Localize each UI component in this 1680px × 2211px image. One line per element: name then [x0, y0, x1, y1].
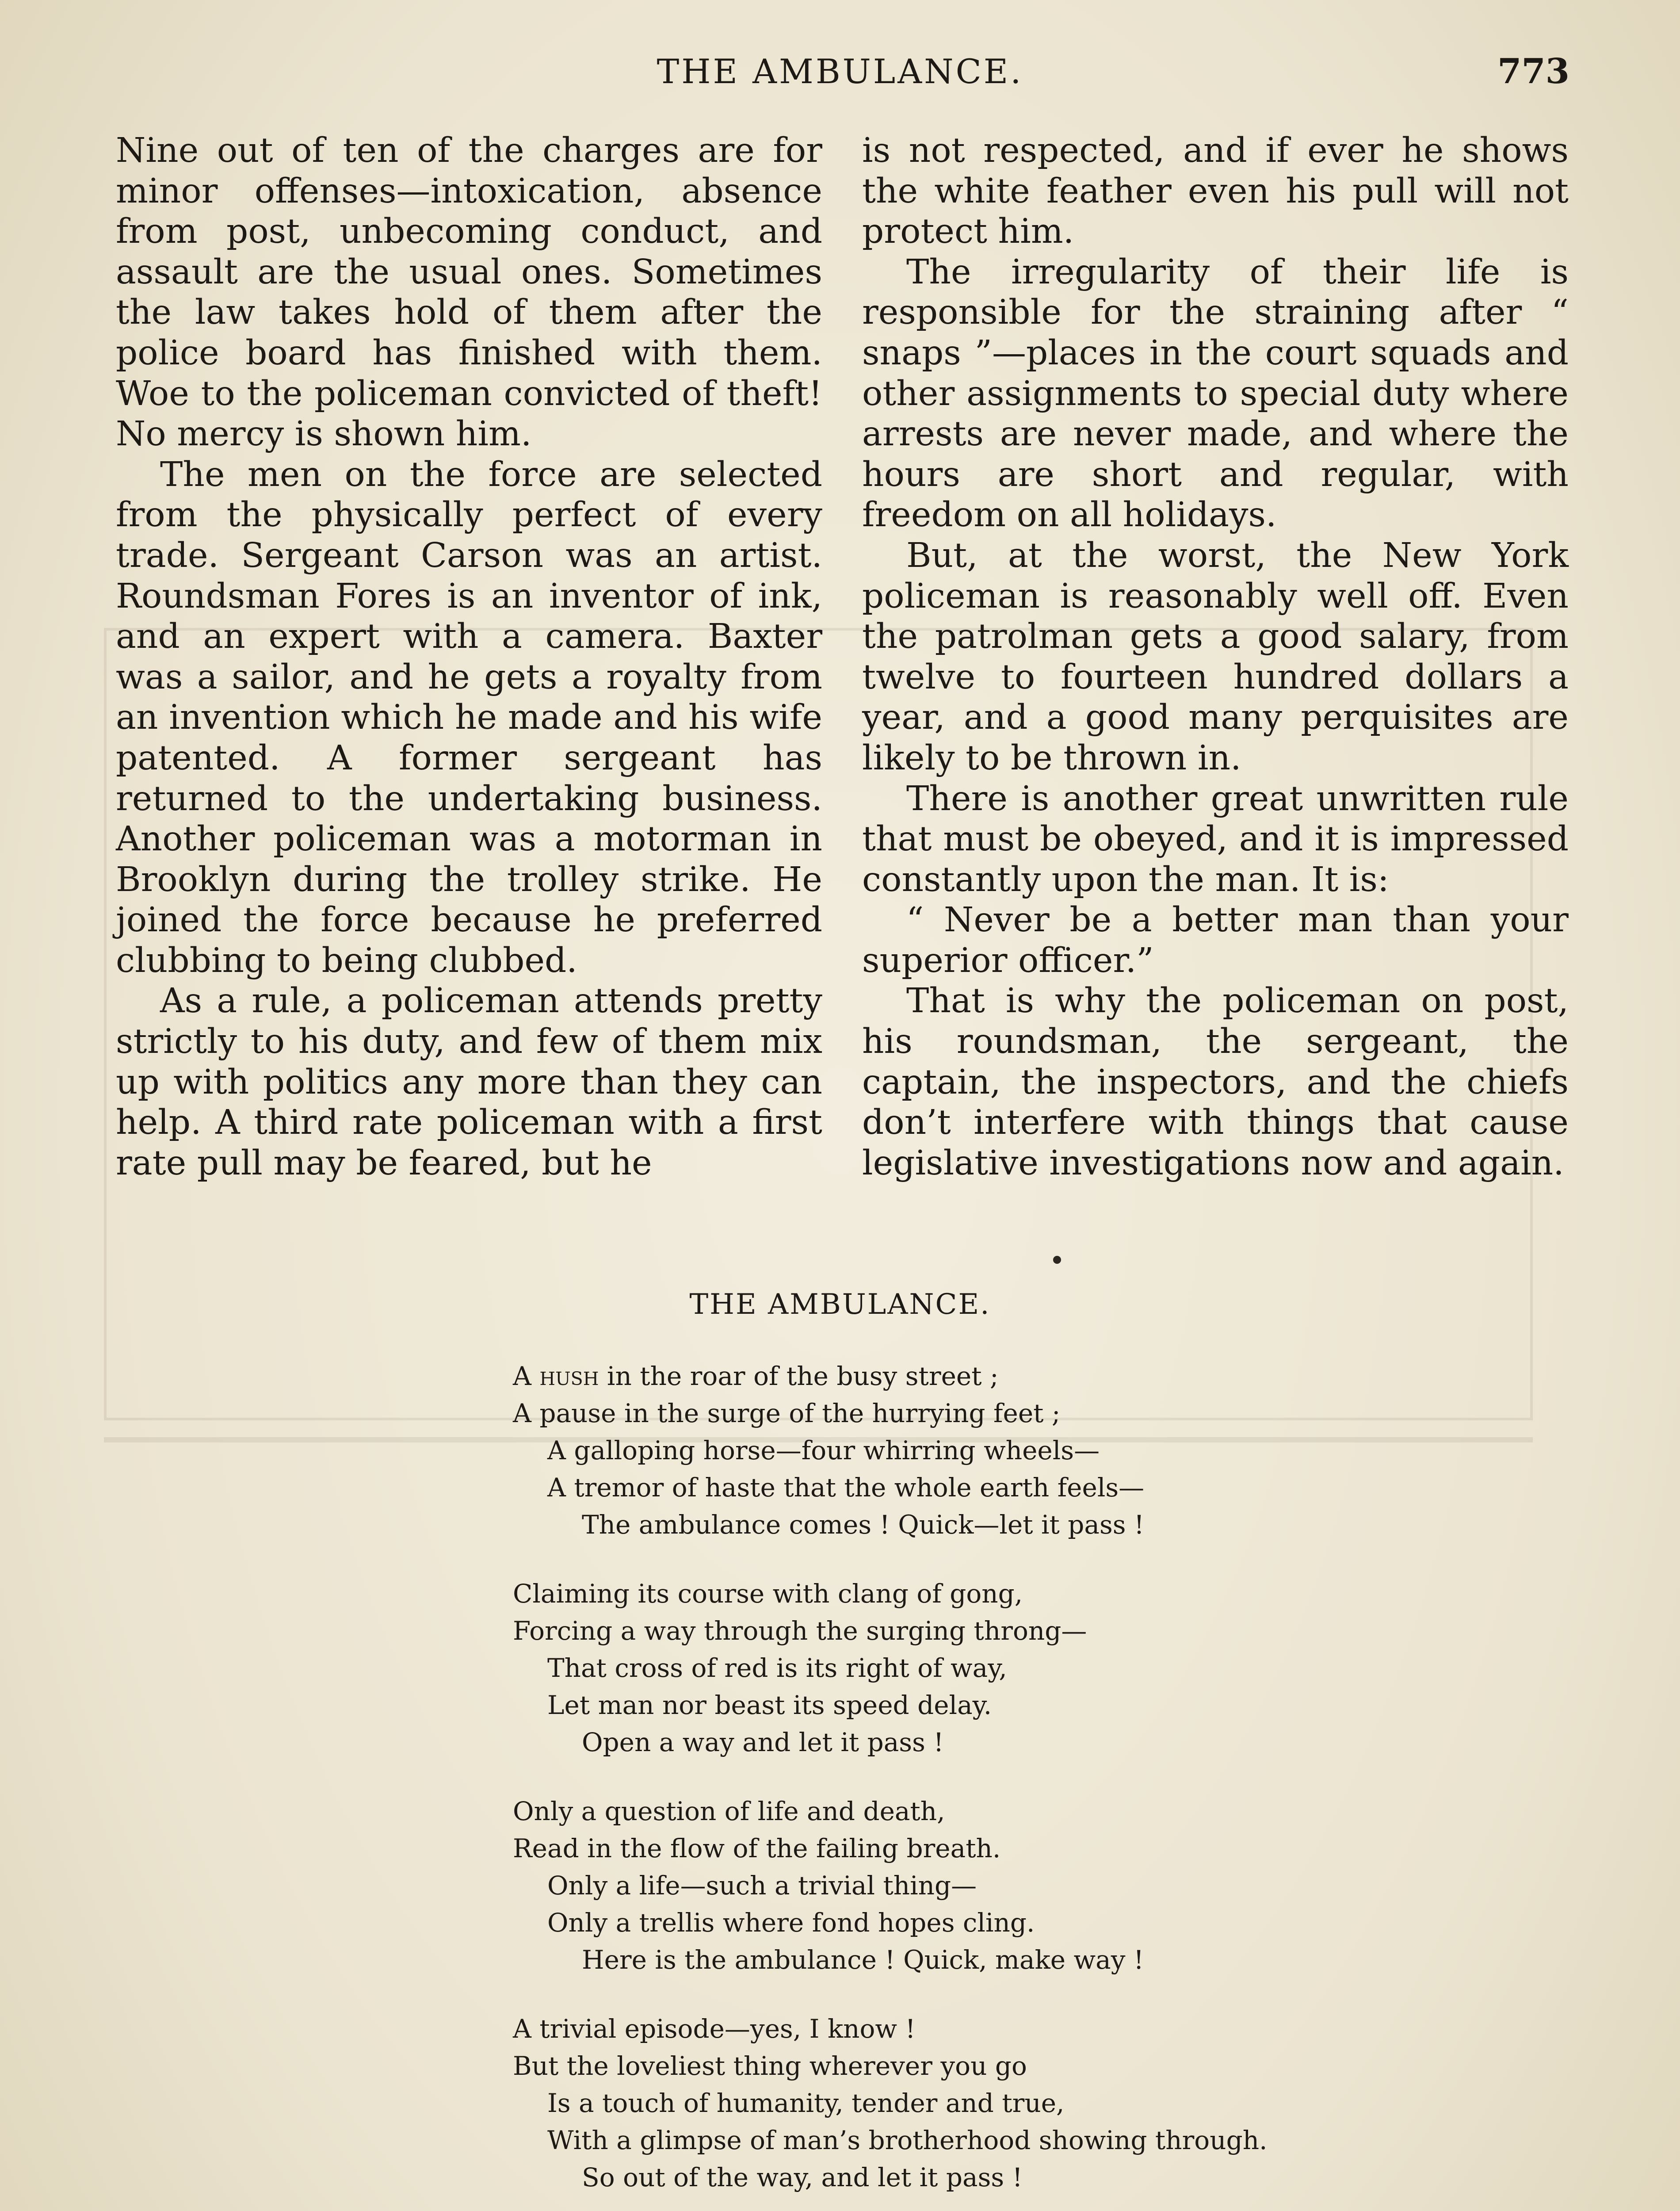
- poem-line: Is a touch of humanity, tender and true,: [547, 2088, 1065, 2118]
- poem-refrain: Open a way and let it pass !: [582, 1727, 944, 1757]
- poem-line: But the loveliest thing wherever you go: [513, 2051, 1027, 2081]
- poem-line: With a glimpse of man’s brotherhood showing through.: [547, 2125, 1268, 2155]
- paragraph: The men on the force are selected from the physically perfect of every trade. Sergeant Carson was an artist. Roundsman Fores is an inventor of ink, and an expert with a camera. Baxter was a sailor, and he gets a royalty from an invention which he made and his wife patented. A former sergeant has returned to the undertaking business. Another policeman was a motorman in Brooklyn during the trolley strike. He joined the force because he preferred clubbing to being clubbed.: [116, 455, 822, 980]
- poem-opening-words: A hush: [513, 1361, 599, 1391]
- paragraph: But, at the worst, the New York policeman is reasonably well off. Even the patrolman gets a good salary, from twelve to fourteen hundred dollars a year, and a good many perquisites are likely to be thrown in.: [862, 536, 1569, 778]
- paragraph: As a rule, a policeman attends pretty strictly to his duty, and few of them mix up with politics any more than they can help. A third rate policeman with a first rate pull may be feared, but he: [116, 981, 822, 1183]
- paragraph: “ Never be a better man than your superior officer.”: [862, 900, 1569, 980]
- poem-line: Only a trellis where fond hopes cling.: [547, 1908, 1035, 1938]
- poem-line: A tremor of haste that the whole earth feels—: [547, 1473, 1145, 1503]
- paragraph: There is another great unwritten rule that must be obeyed, and it is impressed constantly upon the man. It is:: [862, 779, 1569, 899]
- poem-line: A galloping horse—four whirring wheels—: [547, 1435, 1100, 1465]
- poem-line: Only a life—such a trivial thing—: [547, 1871, 977, 1901]
- paragraph: That is why the policeman on post, his roundsman, the sergeant, the captain, the inspectors, and the chiefs don’t interfere with things that cause legislative investigations now and again.: [862, 981, 1569, 1183]
- poem-title: THE AMBULANCE.: [689, 1288, 991, 1321]
- article-left-column: [116, 130, 822, 1183]
- poem-refrain: So out of the way, and let it pass !: [582, 2162, 1023, 2192]
- poem-line: Read in the flow of the failing breath.: [513, 1833, 1001, 1863]
- running-title: THE AMBULANCE.: [657, 52, 1023, 91]
- poem-refrain: Here is the ambulance ! Quick, make way !: [582, 1945, 1144, 1975]
- poem-line: Claiming its course with clang of gong,: [513, 1579, 1023, 1609]
- poem-line: Forcing a way through the surging throng—: [513, 1616, 1087, 1646]
- poem-refrain: The ambulance comes ! Quick—let it pass !: [582, 1510, 1145, 1540]
- poem-line: That cross of red is its right of way,: [547, 1653, 1007, 1683]
- poem-stanza: [513, 1358, 1397, 1543]
- paragraph: is not respected, and if ever he shows the white feather even his pull will not protect him.: [862, 131, 1569, 252]
- poem-line: Let man nor beast its speed delay.: [547, 1690, 992, 1720]
- paragraph: The irregularity of their life is responsible for the straining after “ snaps ”—places in the court squads and other assignments to special duty where arrests are never made, and where the hours are short and regular, with freedom on all holidays.: [862, 252, 1569, 535]
- poem-line: [513, 1358, 1397, 1395]
- article-right-column: [862, 130, 1569, 1183]
- poem-stanza: [513, 2010, 1397, 2196]
- poem: [513, 1358, 1397, 2211]
- poem-line: A pause in the surge of the hurrying feet ;: [513, 1398, 1061, 1428]
- paragraph: Nine out of ten of the charges are for minor offenses—intoxication, absence from post, unbecoming conduct, and assault are the usual ones. Sometimes the law takes hold of them after the police board has finished with them. Woe to the policeman convicted of theft! No mercy is shown him.: [116, 131, 822, 454]
- poem-stanza: [513, 1793, 1397, 1978]
- page-number: 773: [1497, 51, 1569, 92]
- poem-line: Only a question of life and death,: [513, 1796, 945, 1826]
- running-head: [111, 50, 1569, 94]
- poem-line: A trivial episode—yes, I know !: [513, 2014, 916, 2044]
- poem-line-text: in the roar of the busy street ;: [599, 1361, 999, 1391]
- poem-stanza: [513, 1575, 1397, 1761]
- print-speck: [1053, 1256, 1061, 1264]
